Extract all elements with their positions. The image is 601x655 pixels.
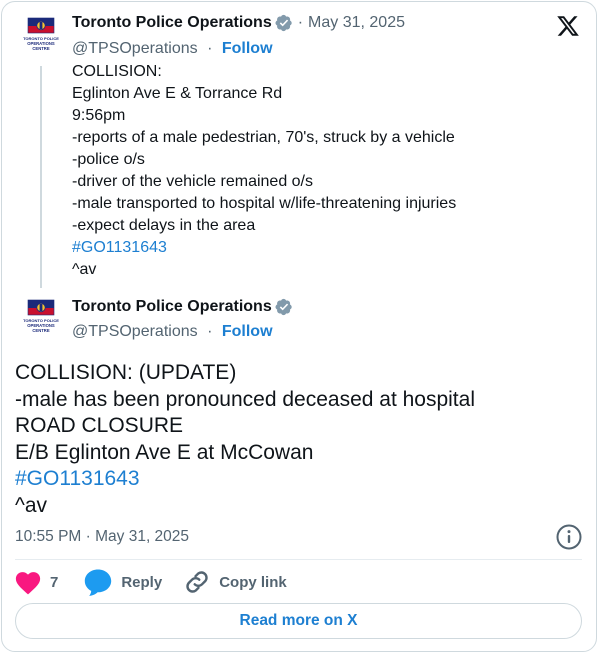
avatar-text-line: OPERATIONS [27, 41, 55, 46]
avatar-text-line: TORONTO POLICE [23, 36, 59, 41]
post-text-line: Eglinton Ave E & Torrance Rd [72, 85, 283, 102]
copy-link-label: Copy link [219, 573, 287, 591]
post-timestamp[interactable]: 10:55 PM · May 31, 2025 [15, 528, 190, 545]
post-date[interactable]: May 31, 2025 [308, 14, 405, 31]
post-text-line: -male transported to hospital w/life-threatening injuries [72, 195, 457, 212]
separator-dot: · [207, 40, 213, 57]
avatar-main[interactable] [22, 298, 60, 336]
verified-badge-icon [275, 14, 293, 32]
reply-button[interactable] [83, 567, 162, 597]
like-button[interactable] [14, 569, 58, 595]
follow-button[interactable]: Follow [221, 40, 273, 57]
heart-icon [14, 569, 42, 595]
quoted-post-text [72, 61, 456, 281]
reply-bubble-icon [83, 567, 113, 597]
divider [15, 559, 582, 560]
author-handle[interactable]: @TPSOperations [72, 323, 198, 340]
separator-dot: · [207, 323, 213, 340]
author-name[interactable]: Toronto Police Operations [72, 298, 272, 315]
post-text-line: -reports of a male pedestrian, 70's, struck by a vehicle [72, 129, 455, 146]
main-handle-row [72, 323, 273, 341]
author-name[interactable]: Toronto Police Operations [72, 14, 272, 31]
author-handle[interactable]: @TPSOperations [72, 40, 198, 57]
avatar-quoted[interactable] [22, 16, 60, 54]
main-post-text [15, 360, 475, 519]
avatar-text-line: TORONTO POLICE [23, 318, 59, 323]
verified-badge-icon [275, 298, 293, 316]
action-bar [14, 566, 287, 598]
copy-link-button[interactable] [183, 568, 287, 596]
quoted-header [72, 14, 405, 32]
follow-button[interactable]: Follow [221, 323, 273, 340]
post-text-line: -male has been pronounced deceased at hospital [15, 387, 475, 411]
quoted-handle-row [72, 40, 273, 58]
post-text-line: ROAD CLOSURE [15, 414, 184, 437]
x-logo-icon[interactable] [556, 14, 580, 38]
avatar-text-line: OPERATIONS [27, 323, 55, 328]
post-text-line: -police o/s [72, 151, 145, 168]
post-text-line: COLLISION: (UPDATE) [15, 361, 237, 384]
post-signoff: ^av [72, 261, 97, 278]
link-icon [183, 568, 211, 596]
tps-operations-logo [22, 298, 60, 336]
avatar-text-line: CENTRE [32, 46, 50, 51]
like-count: 7 [50, 573, 59, 591]
info-icon[interactable] [555, 523, 583, 551]
reply-label: Reply [121, 573, 163, 591]
post-text-line: -driver of the vehicle remained o/s [72, 173, 313, 190]
post-text-line: COLLISION: [72, 63, 162, 80]
read-more-button[interactable]: Read more on X [15, 603, 582, 639]
hashtag-link[interactable]: #GO1131643 [72, 239, 167, 256]
separator-dot: · [297, 14, 304, 31]
main-header [72, 298, 293, 316]
avatar-text-line: CENTRE [32, 328, 50, 333]
tps-operations-logo [22, 16, 60, 54]
post-text-line: -expect delays in the area [72, 217, 256, 234]
thread-connector-line [40, 66, 42, 288]
post-text-line: 9:56pm [72, 107, 126, 124]
post-text-line: E/B Eglinton Ave E at McCowan [15, 440, 314, 464]
post-signoff: ^av [15, 493, 48, 517]
hashtag-link[interactable]: #GO1131643 [15, 467, 140, 490]
